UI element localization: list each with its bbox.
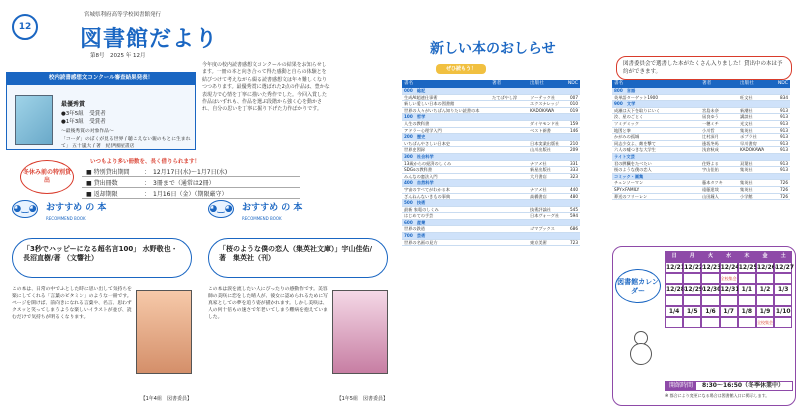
table-row: アドラー心理学入門 ベスト新書 146 [404, 127, 578, 133]
calendar-cell: 1/2 [756, 284, 774, 295]
table-header: 書名 著者 出版社 NDC [404, 81, 578, 86]
calendar-cell [665, 273, 683, 284]
lending-row: ■ 特別貸出期間 ： 12月17日(水)～1月7日(水) [82, 166, 300, 177]
school-name: 宮城県利府高等学校図書館発行 [84, 12, 162, 18]
calendar-cell: 1/7 [720, 306, 738, 317]
calendar-cell [683, 295, 701, 306]
library-calendar [612, 246, 796, 406]
calendar-cell: 金 [756, 251, 774, 262]
table-row: いちばんやさしい日本史 日本実業出版社 210 [404, 140, 578, 146]
table-row: 13歳からの経済のしくみ ナツメ社 331 [404, 160, 578, 166]
calendar-cell: 12/22 [684, 264, 704, 271]
table-row: 人生の教科書 ダイヤモンド社 159 [404, 120, 578, 126]
calendar-cell: 12/30 [702, 286, 722, 293]
award-line: ●1年3組 受賞者 [61, 119, 106, 125]
table-row: 最新 家電のしくみ 技術評論社 545 [404, 206, 578, 212]
calendar-cell: 1/1 [738, 284, 756, 295]
table-row: 世界の鉄道 ゴマブックス 686 [404, 226, 578, 232]
calendar-cell: 12/24 [720, 264, 740, 271]
calendar-cell: 土 [774, 251, 792, 262]
calendar-cell [665, 295, 683, 306]
table-row: 桜のような僕の恋人 宇山佳佑 集英社 913 [614, 167, 788, 173]
contest-banner: 校内読書感想文コンクール審査結果発表！ [6, 72, 196, 84]
calendar-title: 図書館カレンダー [615, 269, 661, 303]
calendar-cell [665, 317, 683, 328]
new-books-title: 新しい本のおしらせ [430, 41, 556, 57]
calendar-cell: 12/25 [738, 264, 758, 271]
table-row: 君の膵臓をたべたい 住野よる 双葉社 913 [614, 160, 788, 166]
opening-hours: 開館時間 8:30～16:50（冬季休業中） ※ 都合により変更になる場合は図書館入口に掲示します。 [665, 381, 793, 399]
calendar-cell [701, 317, 719, 328]
calendar-cell: 12/27 [775, 264, 795, 271]
recommend-head: ◕‿◕ おすすめ の 本 [200, 200, 394, 218]
award-line: 「コーダ」のぼくが見る世界 / 聴こえない親のもとに生まれて」 五十嵐大 / 著 紀伊國屋書店 [61, 137, 191, 149]
calendar-cell: 12/31 [720, 286, 740, 293]
calendar-cell [738, 273, 756, 284]
calendar-cell [738, 317, 756, 328]
calendar-cell [683, 317, 701, 328]
calendar-cell [683, 273, 701, 284]
table-section: 400 自然科学 [402, 180, 580, 187]
recommend-title: 「3秒でハッピーになる超名言100」 水野敬也・長沼直樹/著 （文響社） [12, 238, 192, 278]
month-badge: 12 [12, 14, 38, 40]
table-row: 葬送のフリーレン 山田鐘人 小学館 726 [614, 193, 788, 199]
calendar-cell: 火 [701, 251, 719, 262]
calendar-cell [774, 317, 792, 328]
right-page [400, 0, 800, 409]
calendar-cell: 1/5 [683, 306, 701, 317]
table-row: SDGsの教科書 新星出版社 333 [404, 167, 578, 173]
table-row: 世界の名画の見方 東京美術 723 [404, 239, 578, 245]
calendar-cell [774, 273, 792, 284]
award-line: ●3年5組 受賞者 [61, 111, 106, 117]
table-row: 新しい愛しい日本の図書館 エクスナレッジ 010 [404, 101, 578, 107]
calendar-row [665, 295, 793, 306]
calendar-cell: 水 [720, 251, 738, 262]
snowman-icon [629, 331, 653, 367]
lending-row: ■ 貸出冊数 ： 3冊まで（通常は2冊） [82, 177, 300, 188]
intro-text: 今年度の校内読書感想文コンクールの結果をお知らせします。一冊の本と向き合って得た感動と自らの体験とを結びつけて考えながら綴る読書感想文は年々難しくなりつつあります。最優秀賞に選ばれた2点の作品は、豊かな表現力で心情を丁寧に描いた秀作でした。今回入賞した作品はいずれも、作品を選ぶ段階から強く心を動かされ、自分の思いを丁寧に掘り下げた力作ばかりです。 [202, 62, 330, 113]
owl-icon: ◕‿◕ [12, 200, 38, 218]
table-section: 700 芸術 [402, 233, 580, 240]
award-line: ～最後秀賞の対象作品～ [61, 129, 114, 134]
table-section: 500 技術 [402, 200, 580, 207]
calendar-row [665, 262, 793, 273]
issue-number: 第8号 2025 年 12月 [90, 53, 146, 59]
table-section: ライト文芸 [612, 154, 790, 161]
calendar-cell: 12/26 [756, 264, 776, 271]
book-table-2 [612, 80, 790, 200]
calendar-cell: 1/3 [774, 284, 792, 295]
calendar-cell [701, 273, 719, 284]
table-row: かがみの孤城 辻村深月 ポプラ社 913 [614, 134, 788, 140]
calendar-cell: 12/21 [666, 264, 685, 271]
recommend-a [4, 200, 198, 406]
table-section: 900 文学 [612, 101, 790, 108]
table-section: 200 歴史 [402, 134, 580, 141]
calendar-cell: 1/10 [775, 308, 791, 315]
calendar-cell: 1/9 [756, 306, 774, 317]
table-row: はじめての手芸 日本ヴォーグ社 594 [404, 213, 578, 219]
table-section: 600 産業 [402, 220, 580, 227]
calendar-cell: 月 [683, 251, 701, 262]
table-row: 英単語ターゲット1900 旺文社 834 [614, 94, 788, 100]
table-row: 成瀬は天下を取りにいく 宮島未奈 新潮社 913 [614, 107, 788, 113]
table-header: 書名 著者 出版社 NDC [614, 81, 788, 86]
table-row: 生成AI超速仕事術 たてばやし淳 ソーテック社 007 [404, 94, 578, 100]
calendar-cell: 木 [738, 251, 756, 262]
book-cover-icon [15, 95, 53, 145]
recommend-head: ◕‿◕ おすすめ の 本 [4, 200, 198, 218]
calendar-cell: 1/8 [738, 306, 756, 317]
calendar-row [665, 273, 793, 284]
owl-icon: ◕‿◕ [208, 200, 234, 218]
award-top: 最優秀賞 [61, 101, 86, 108]
calendar-cell: 12/29 [684, 286, 704, 293]
recommend-text: この本は涙を流したい人にぴったりの感動作です。美容師の美咲に恋をした晴人が、彼女に認められるために写真家としての夢を追う姿が描かれます。しかし美咲は、人の何十倍もの速さで年老いてしまう難病を抱えていました。 [208, 287, 328, 320]
notice-box: 図書委員会で選書した本がたくさん入りました！貸出中の本は予約ができます。 [616, 56, 792, 80]
calendar-cell [774, 295, 792, 306]
table-section: 300 社会科学 [402, 154, 580, 161]
lending-head: いつもより多い冊数を、長く借りられます！ [90, 159, 201, 165]
lending-list [82, 166, 300, 199]
table-row: 世界の人々がいちばん知りたい読書の本 KADOKAWA 019 [404, 107, 578, 113]
recommend-text: この本は、日常の中でふとした時に思い出して気持ちを楽にしてくれる「言葉のビタミン」のような一冊です。ページを開けば、前向きになれる言葉や、名言、思わずクスッと笑ってしまうような楽しいイラストが並び、読むだけで気持ちが明るくなります。 [12, 287, 132, 320]
calendar-grid [665, 251, 793, 328]
calendar-cell [701, 295, 719, 306]
calendar-cell: 1/4 [665, 306, 683, 317]
table-row: 世界史図録 山川出版社 209 [404, 147, 578, 153]
page-title: 図書館だより [80, 27, 219, 52]
recommend-b [200, 200, 394, 406]
table-section: 000 総記 [402, 88, 580, 95]
recommend-title: 「桜のような僕の恋人（集英社文庫）」宇山佳佑/著 集英社（刊） [208, 238, 388, 278]
calendar-cell [738, 295, 756, 306]
table-row: ツミデミック 一穂ミチ 光文社 913 [614, 120, 788, 126]
table-row: みんなの憲法入門 大月書店 323 [404, 173, 578, 179]
table-row: 宇宙のすべてがわかる本 ナツメ社 440 [404, 186, 578, 192]
calendar-cell: 12/28 [666, 286, 685, 293]
book-cover-icon [332, 290, 388, 374]
recommend-sub: RECOMMEND BOOK [242, 216, 282, 221]
calendar-cell [720, 295, 738, 306]
calendar-cell: 日 [665, 251, 683, 262]
calendar-row [665, 306, 793, 317]
table-row: SPY×FAMILY 遠藤達哉 集英社 726 [614, 186, 788, 192]
book-cover-icon [136, 290, 192, 374]
recommend-footer: 【1年4組 図書委員】 [140, 396, 192, 402]
calendar-cell: 全校集会 [756, 317, 774, 328]
table-section: 800 言語 [612, 88, 790, 95]
winter-lending-label: 冬休み前の特別貸出 [20, 160, 74, 194]
table-row: 地図と拳 小川哲 集英社 913 [614, 127, 788, 133]
table-section: 100 哲学 [402, 114, 580, 121]
calendar-cell: 12/23 [702, 264, 722, 271]
table-row: チェンソーマン 藤本タツキ 集英社 726 [614, 180, 788, 186]
table-row: 六人の嘘つきな大学生 浅倉秋成 KADOKAWA 913 [614, 147, 788, 153]
calendar-cell [756, 273, 774, 284]
calendar-row [665, 284, 793, 295]
table-row: ざんねんないきもの事典 高橋書店 480 [404, 193, 578, 199]
table-section: コミック・画集 [612, 174, 790, 181]
recommend-footer: 【1年5組 図書委員】 [336, 396, 388, 402]
calendar-row [665, 317, 793, 328]
calendar-cell: 全校集会 [720, 273, 738, 284]
award-box [6, 84, 196, 150]
calendar-row [665, 251, 793, 262]
calendar-cell: 1/6 [701, 306, 719, 317]
new-books-sub: ぜひ読もう！ [436, 64, 486, 74]
calendar-cell [720, 317, 738, 328]
book-table-1 [402, 80, 580, 246]
table-row: 汝、星のごとく 凪良ゆう 講談社 913 [614, 114, 788, 120]
table-row: 同志少女よ、敵を撃て 逢坂冬馬 早川書房 913 [614, 140, 788, 146]
recommend-sub: RECOMMEND BOOK [46, 216, 86, 221]
lending-row: ■ 返却期限 ： 1月16日（金）（期限厳守） [82, 188, 300, 199]
calendar-cell [756, 295, 774, 306]
